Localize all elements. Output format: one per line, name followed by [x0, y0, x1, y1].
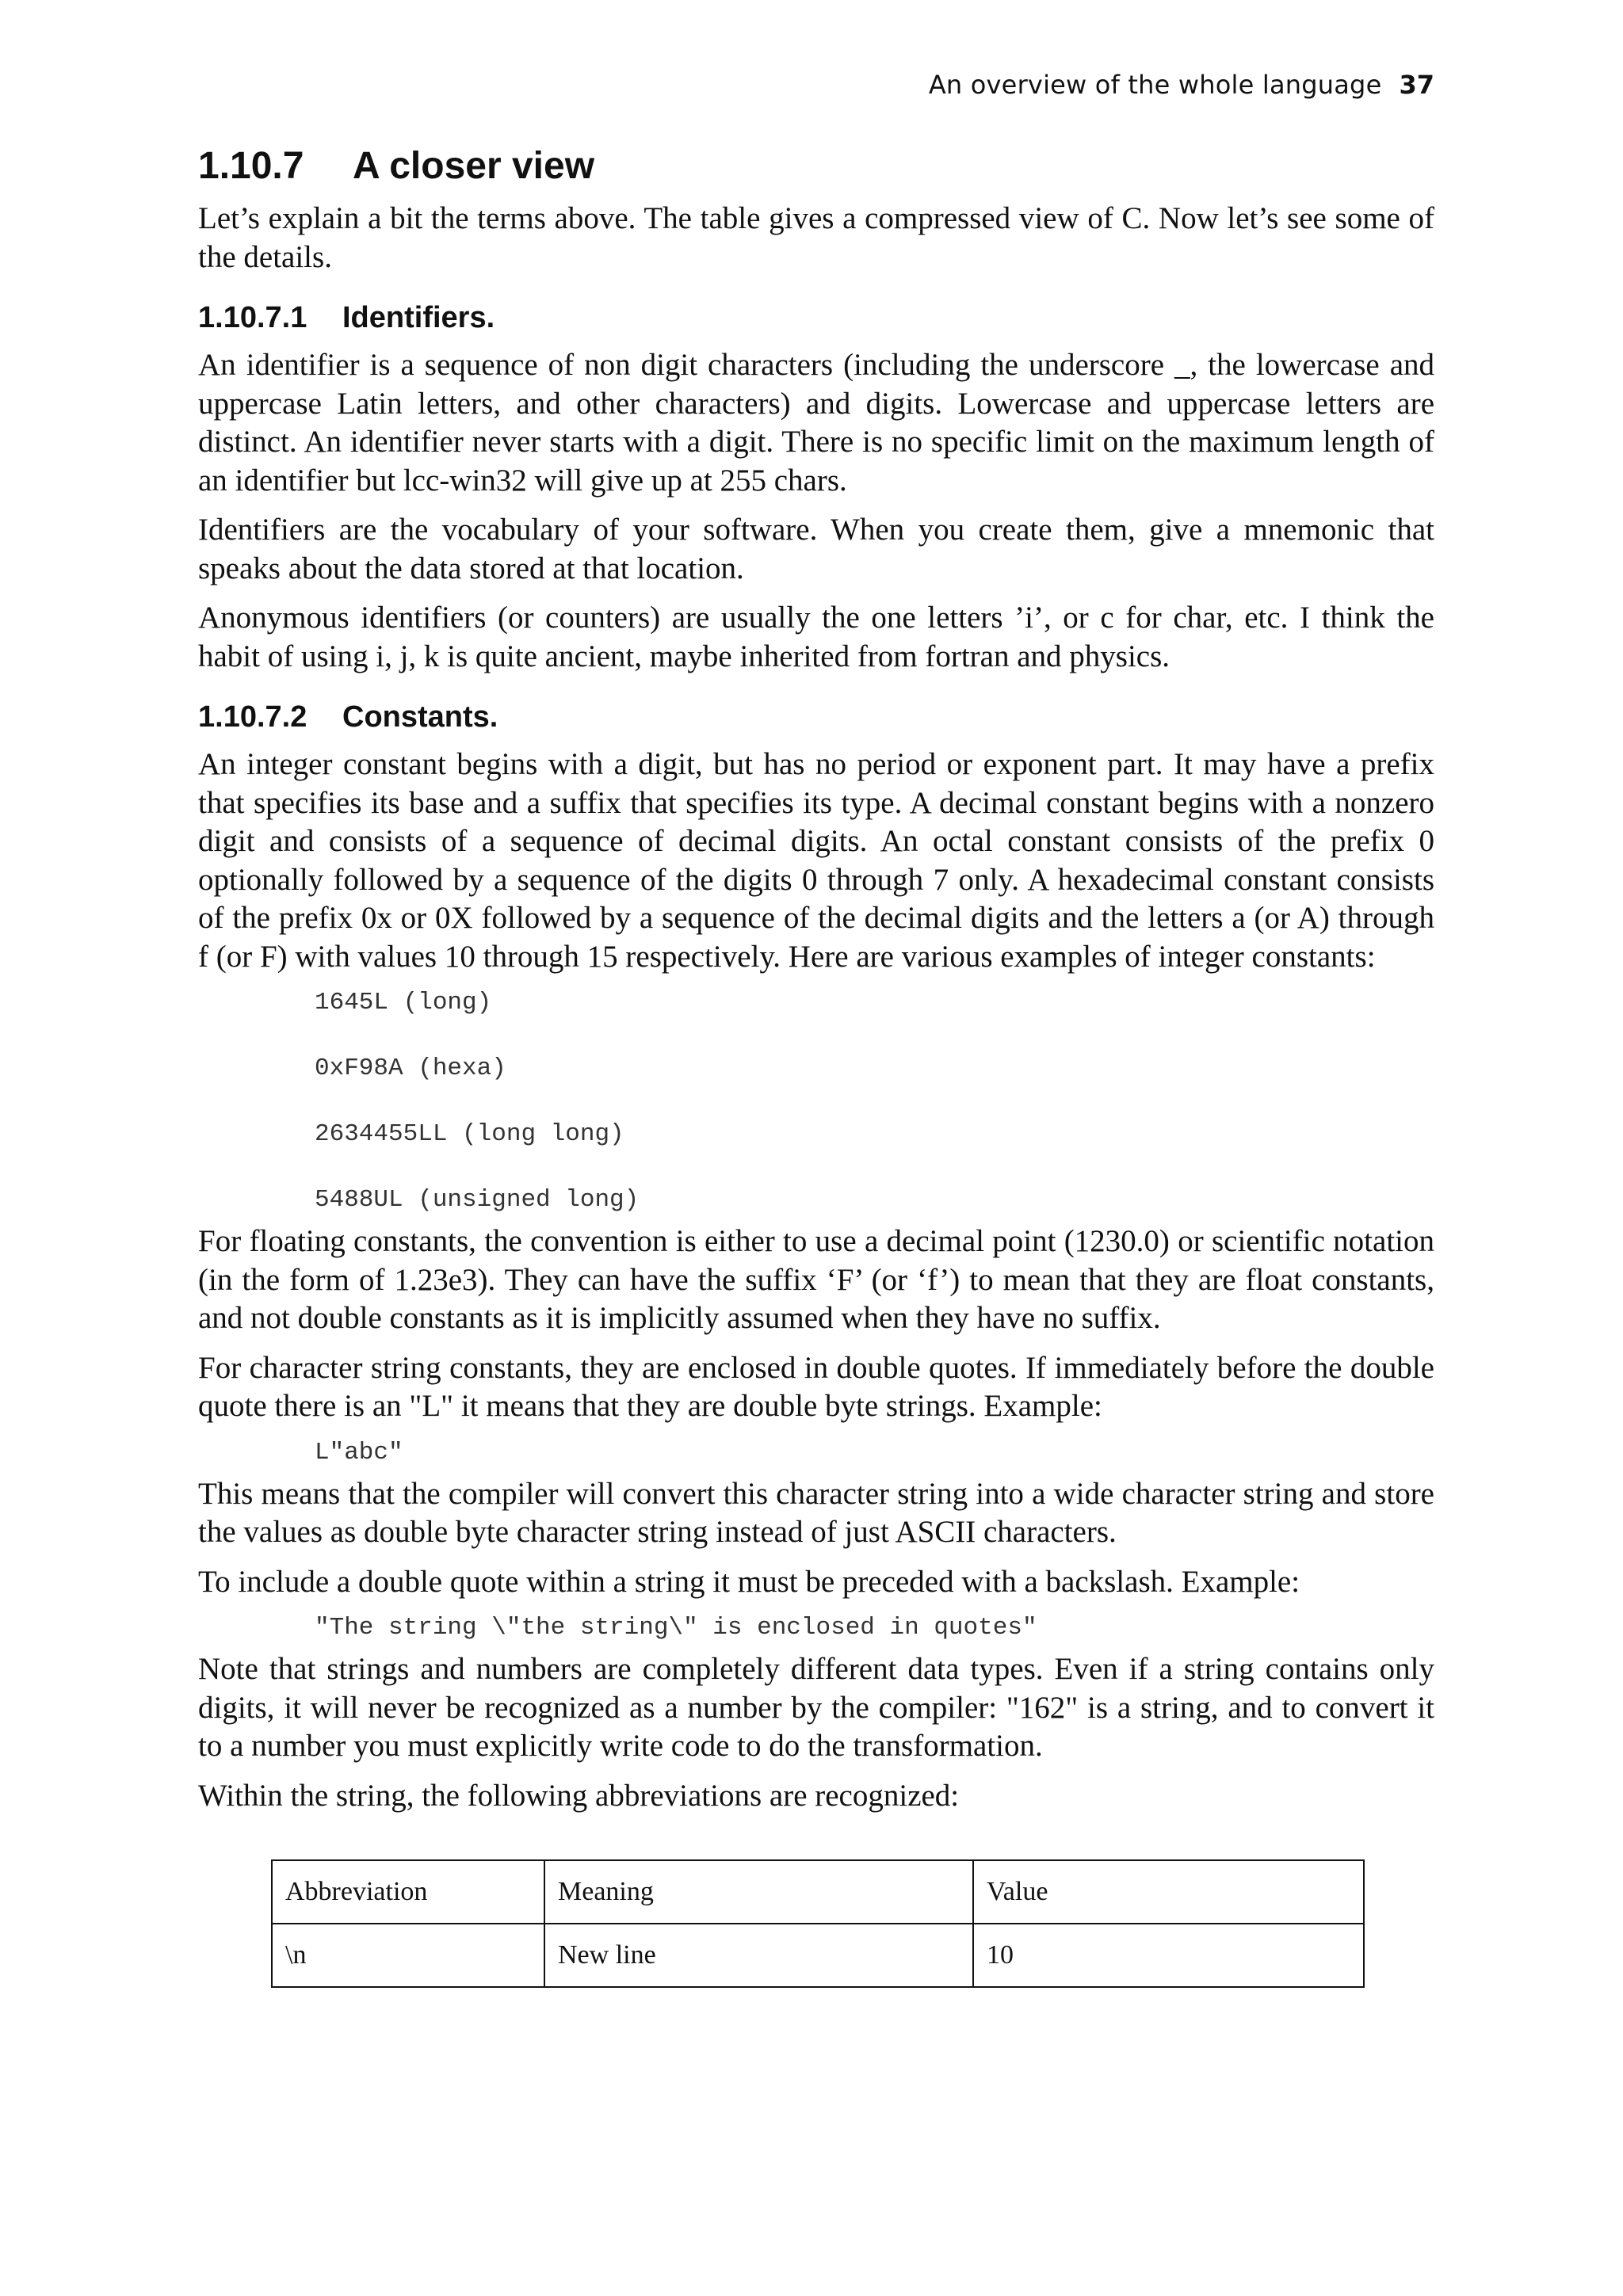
constants-paragraph-4: This means that the compiler will convert this character string into a wide character string and store the values as double byte character string instead of just ASCII characters.: [198, 1476, 1434, 1549]
table-header-cell: Value: [973, 1860, 1364, 1924]
section-heading: [198, 143, 1434, 190]
header-title: An overview of the whole language: [928, 70, 1382, 100]
identifiers-title: Identifiers.: [342, 301, 495, 334]
constants-paragraph-5: To include a double quote within a string it must be preceded with a backslash. Example:: [198, 1564, 1300, 1599]
abbreviations-table: [271, 1859, 1365, 1988]
section-number: 1.10.7: [198, 145, 304, 187]
identifiers-paragraph-3: Anonymous identifiers (or counters) are usually the one letters ’i’, or c for char, etc. I think the habit of using i, j, k is quite ancient, maybe inherited from fortran and physics.: [198, 601, 1434, 673]
constants-paragraph-7: Within the string, the following abbreviations are recognized:: [198, 1778, 960, 1813]
code-example-escaped-quote: "The string \"the string\" is enclosed in quotes": [315, 1614, 1037, 1642]
page-number: 37: [1399, 70, 1434, 100]
code-example-wide-string: L"abc": [315, 1438, 403, 1466]
code-example-long: 1645L (long): [315, 989, 492, 1016]
constants-title: Constants.: [342, 700, 498, 734]
identifiers-paragraph-1: An identifier is a sequence of non digit characters (including the underscore _, the lowercase and uppercase Latin letters, and other characters) and digits. Lowercase and uppercase letters are distinct. An identifier never starts with a digit. There is no specific limit on the maximum length of an identifier but lcc-win32 will give up at 255 chars.: [198, 348, 1434, 498]
constants-paragraph-6: Note that strings and numbers are completely different data types. Even if a string contains only digits, it will never be recognized as a number by the compiler: "162" is a string, and to convert it to a number you must explicitly write code to do the transformation.: [198, 1652, 1434, 1763]
table-header-row: [272, 1860, 1364, 1924]
section-title: A closer view: [353, 145, 595, 187]
constants-heading: [198, 698, 1434, 736]
table-header-cell: Meaning: [544, 1860, 973, 1924]
constants-paragraph-1: An integer constant begins with a digit, but has no period or exponent part. It may have a prefix that specifies its base and a suffix that specifies its type. A decimal constant begins with a nonzero digit and consists of a sequence of decimal digits. An octal constant consists of the prefix 0 optionally followed by a sequence of the digits 0 through 7 only. A hexadecimal constant consists of the prefix 0x or 0X followed by a sequence of the decimal digits and the letters a (or A) through f (or F) with values 10 through 15 respectively. Here are various examples of integer constants:: [198, 747, 1434, 974]
section-intro: Let’s explain a bit the terms above. The table gives a compressed view of C. Now let’s see some of the details.: [198, 201, 1434, 274]
table-cell: 10: [973, 1924, 1364, 1987]
page-content: [198, 143, 1434, 1988]
table-header-cell: Abbreviation: [272, 1860, 544, 1924]
code-example-unsigned-long: 5488UL (unsigned long): [315, 1186, 640, 1214]
code-example-hexa: 0xF98A (hexa): [315, 1055, 506, 1082]
identifiers-heading: [198, 299, 1434, 337]
identifiers-number: 1.10.7.1: [198, 301, 307, 334]
constants-paragraph-3: For character string constants, they are enclosed in double quotes. If immediately before the double quote there is an "L" it means that they are double byte strings. Example:: [198, 1350, 1434, 1423]
running-header: [929, 70, 1434, 100]
constants-paragraph-2: For floating constants, the convention is either to use a decimal point (1230.0) or scientific notation (in the form of 1.23e3). They can have the suffix ‘F’ (or ‘f’) to mean that they are float constants, and not double constants as it is implicitly assumed when they have no suffix.: [198, 1224, 1434, 1335]
constants-number: 1.10.7.2: [198, 700, 307, 734]
table-row: [272, 1924, 1364, 1987]
table-cell: New line: [544, 1924, 973, 1987]
identifiers-paragraph-2: Identifiers are the vocabulary of your software. When you create them, give a mnemonic that speaks about the data stored at that location.: [198, 513, 1434, 585]
code-example-long-long: 2634455LL (long long): [315, 1120, 624, 1148]
table-cell: \n: [272, 1924, 544, 1987]
